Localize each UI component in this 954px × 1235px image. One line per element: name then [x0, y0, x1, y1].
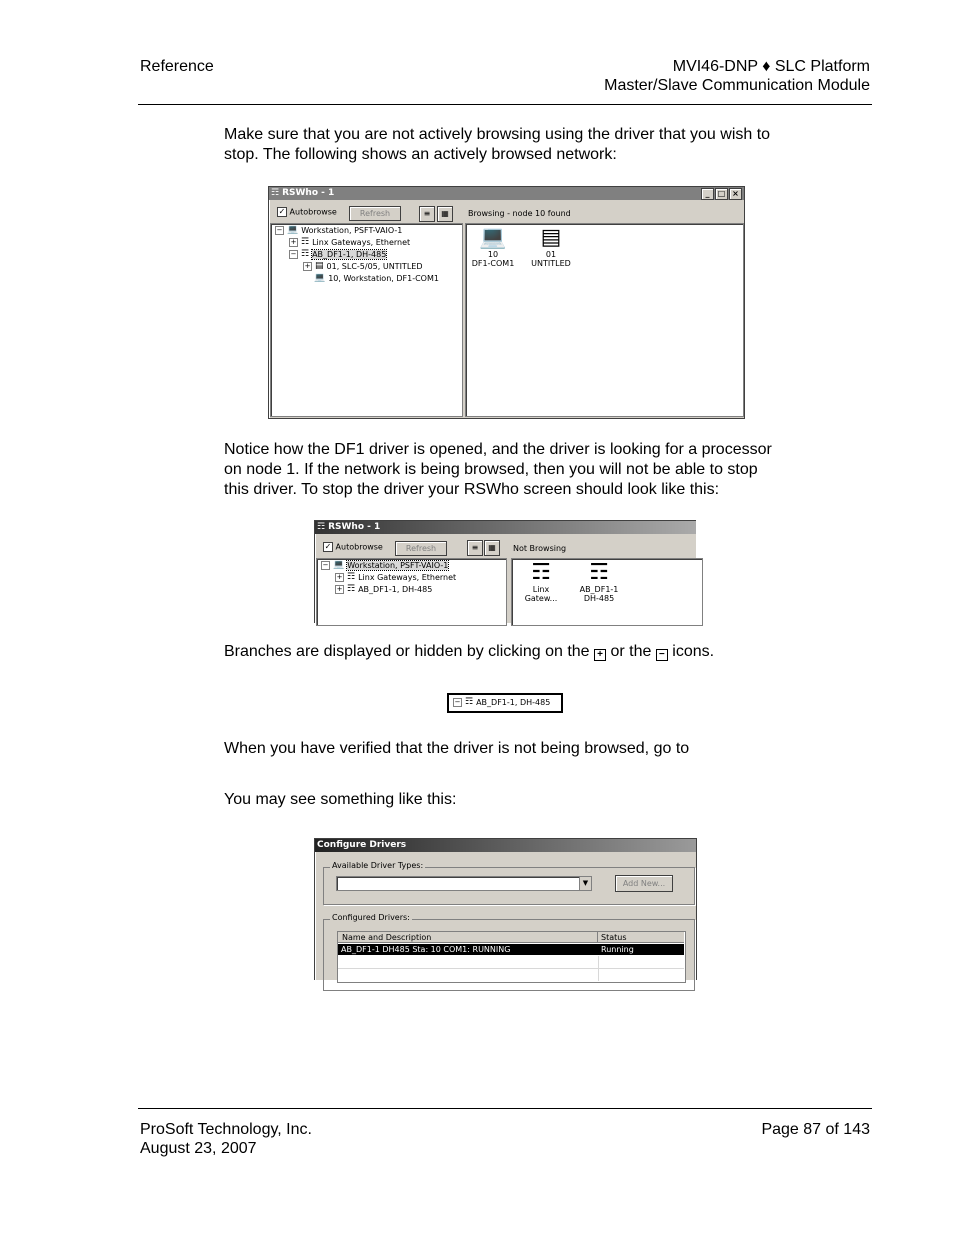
checkmark-icon: ✓ [324, 542, 332, 551]
rswho2-tree-pane[interactable] [316, 558, 507, 626]
rswho1-grid-view-button[interactable]: ▦ [437, 206, 453, 222]
network-icon: ☶ [589, 560, 609, 585]
minimize-button[interactable]: _ [701, 188, 714, 200]
p3-text-c: icons. [667, 643, 715, 660]
chevron-down-icon[interactable]: ▼ [579, 877, 591, 890]
p3-text-a: Branches are displayed or hidden by clicking on the [224, 643, 594, 660]
rswho-window-not-browsing [314, 520, 696, 623]
network-icon: ☶ [301, 249, 310, 259]
computer-icon: 💻 [333, 560, 345, 570]
tree-item-workstation[interactable]: − 💻 Workstation, PSFT-VAIO-1 [276, 225, 403, 235]
collapse-icon: − [454, 698, 461, 706]
plc-rack-icon: ▤ [540, 225, 562, 250]
configure-drivers-window [314, 838, 697, 980]
rswho1-autobrowse-checkbox[interactable] [277, 207, 337, 217]
rswho1-list-view-button[interactable]: ≡ [419, 206, 435, 222]
tree-item-slc[interactable]: + ▤ 01, SLC-5/05, UNTITLED [304, 261, 423, 271]
tree-item-ab-df1[interactable]: − ☶ AB_DF1-1, DH-485 [290, 249, 387, 259]
header-product-subtitle: Master/Slave Communication Module [604, 77, 870, 94]
footer-page-number: Page 87 of 143 [761, 1121, 870, 1138]
network-icon: ☶ [347, 572, 356, 582]
tree-item-ab-df1[interactable]: + ☶ AB_DF1-1, DH-485 [336, 584, 433, 594]
empty-row [338, 956, 684, 969]
configured-driver-label: Configured Drivers: [332, 913, 410, 922]
rswho1-refresh-button[interactable]: Refresh [349, 206, 401, 221]
p3-text-b: or the [606, 643, 656, 660]
rswho-window-browsing [268, 186, 745, 419]
collapse-minus-icon: − [656, 649, 668, 661]
rswho2-title: RSWho - 1 [328, 522, 381, 532]
device-icon-node10[interactable]: 💻 10 DF1-COM1 [468, 226, 518, 268]
footer-company: ProSoft Technology, Inc. [140, 1121, 312, 1138]
p1-line2: stop. The following shows an actively browsed network: [224, 146, 617, 163]
network-icon: ☶ [347, 584, 356, 594]
expand-icon[interactable]: + [336, 573, 343, 581]
tree-item-linx-gateways[interactable]: + ☶ Linx Gateways, Ethernet [336, 572, 457, 582]
rswho2-device-pane[interactable] [511, 558, 703, 626]
network-icon: ☶ [465, 697, 474, 707]
configure-titlebar [315, 839, 696, 852]
rswho2-list-view-button[interactable]: ≡ [467, 540, 483, 556]
expand-icon[interactable]: + [290, 238, 297, 246]
tree-item-linx-gateways[interactable]: + ☶ Linx Gateways, Ethernet [290, 237, 411, 247]
paragraph-see-like: You may see something like this: [224, 791, 457, 808]
expand-icon[interactable]: + [336, 585, 343, 593]
checkmark-icon: ✓ [278, 207, 286, 216]
branch-example: − ☶ AB_DF1-1, DH-485 [447, 693, 563, 713]
network-icon: ☶ [317, 522, 326, 532]
configure-title: Configure Drivers [317, 840, 407, 850]
rswho2-refresh-button[interactable]: Refresh [395, 541, 447, 556]
tree-item-node10[interactable]: 💻 10, Workstation, DF1-COM1 [314, 273, 439, 283]
device-icon-ab-df1[interactable]: ☶ AB_DF1-1 DH-485 [574, 561, 624, 603]
header-section-title: Reference [140, 58, 214, 75]
rswho1-device-pane[interactable] [465, 223, 744, 417]
row-name: AB_DF1-1 DH485 Sta: 10 COM1: RUNNING [341, 945, 511, 954]
available-driver-label: Available Driver Types: [332, 861, 424, 870]
rswho2-status-text: Not Browsing [513, 544, 567, 553]
row-status: Running [601, 945, 634, 954]
header-rule [138, 104, 872, 105]
autobrowse-label: Autobrowse [289, 207, 337, 217]
network-icon: ☶ [531, 560, 551, 585]
network-icon: ☶ [301, 237, 310, 247]
collapse-icon[interactable]: − [290, 250, 297, 258]
add-new-button[interactable]: Add New... [615, 875, 673, 892]
rswho2-autobrowse-checkbox[interactable] [323, 542, 383, 552]
p2-line3: this driver. To stop the driver your RSWho screen should look like this: [224, 481, 720, 498]
device-icon-linx[interactable]: ☶ Linx Gatew... [516, 561, 566, 603]
computer-icon: 💻 [314, 273, 326, 283]
collapse-icon[interactable]: − [322, 561, 329, 569]
column-header-status[interactable]: Status [598, 932, 684, 943]
rswho2-grid-view-button[interactable]: ▦ [484, 540, 500, 556]
p1-line1: Make sure that you are not actively browsing using the driver that you wish to [224, 126, 771, 143]
rswho1-titlebar [269, 187, 744, 200]
computer-icon: 💻 [287, 225, 299, 235]
computer-icon: 💻 [479, 225, 507, 250]
plc-icon: ▤ [315, 261, 324, 271]
column-header-name[interactable]: Name and Description [338, 932, 598, 943]
expand-plus-icon: + [594, 649, 606, 661]
tree-item-workstation[interactable]: − 💻 Workstation, PSFT-VAIO-1 [322, 560, 449, 570]
rswho1-status-text: Browsing - node 10 found [468, 209, 571, 218]
column-divider [598, 956, 599, 981]
paragraph-browsing-intro [224, 125, 834, 165]
network-icon: ☶ [271, 188, 280, 198]
rswho2-titlebar [315, 521, 696, 534]
rswho1-title: RSWho - 1 [282, 188, 335, 198]
paragraph-verified: When you have verified that the driver is not being browsed, go to [224, 740, 690, 757]
rswho1-tree-pane[interactable] [270, 223, 463, 417]
collapse-icon[interactable]: − [276, 226, 283, 234]
driver-type-select[interactable] [336, 876, 592, 891]
close-button[interactable]: × [729, 188, 742, 200]
p2-line1: Notice how the DF1 driver is opened, and the driver is looking for a processor [224, 441, 772, 458]
paragraph-df1-notice [224, 440, 834, 500]
p2-line2: on node 1. If the network is being browsed, then you will not be able to stop [224, 461, 758, 478]
table-row[interactable] [338, 944, 684, 955]
autobrowse-label: Autobrowse [335, 542, 383, 552]
footer-rule [138, 1108, 872, 1109]
expand-icon[interactable]: + [304, 262, 311, 270]
header-product-title: MVI46-DNP ♦ SLC Platform [672, 58, 870, 75]
footer-date: August 23, 2007 [140, 1140, 257, 1157]
maximize-button[interactable]: □ [715, 188, 728, 200]
device-icon-node01[interactable]: ▤ 01 UNTITLED [526, 226, 576, 268]
paragraph-branches [224, 642, 834, 662]
